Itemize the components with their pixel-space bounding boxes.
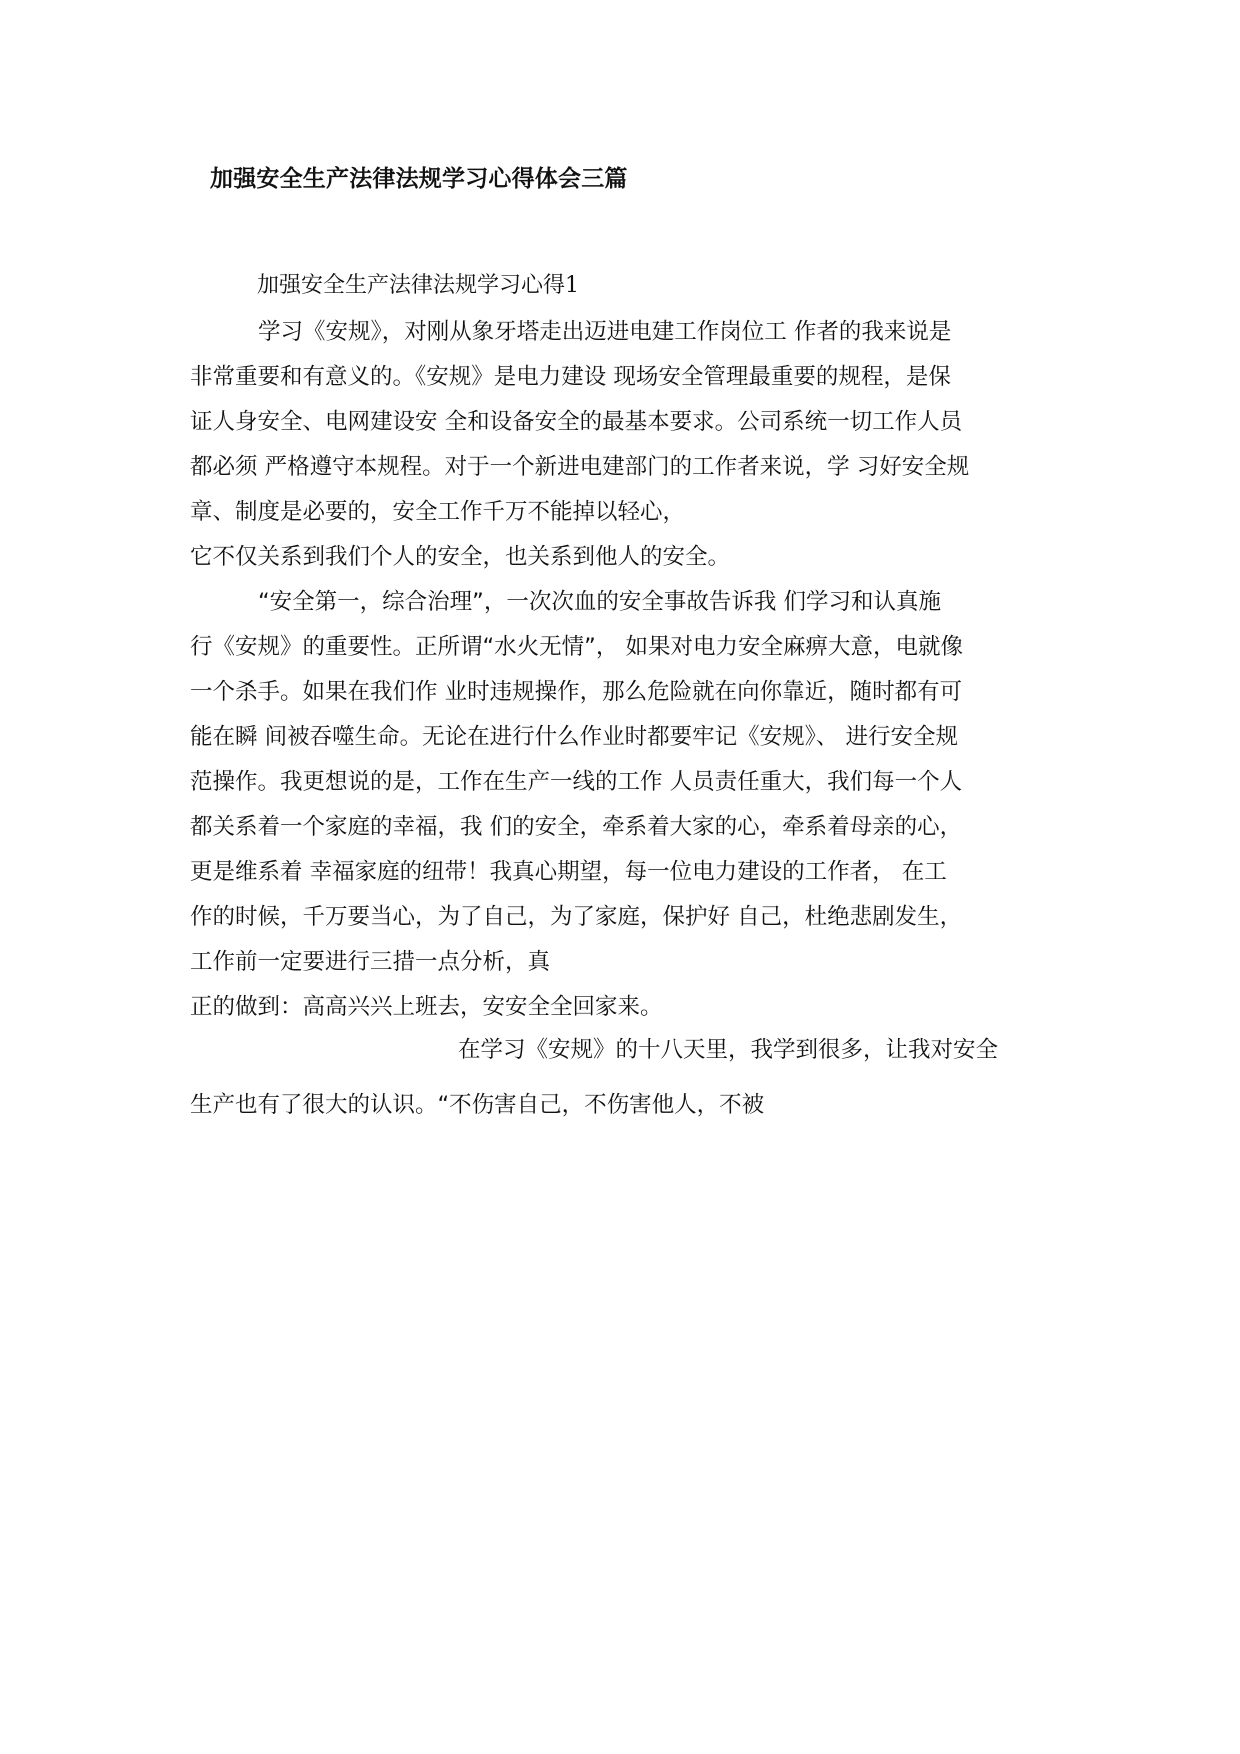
paragraph-2 <box>190 580 1070 1030</box>
paragraph-3 <box>190 1028 1070 1128</box>
paragraph-line: “安全第一，综合治理”，一次次血的安全事故告诉我 们学习和认真施 <box>258 589 941 615</box>
paragraph-line: 更是维系着 幸福家庭的纽带！我真心期望，每一位电力建设的工作者， 在工 <box>190 859 947 885</box>
paragraph-line: 学习《安规》，对刚从象牙塔走出迈进电建工作岗位工 作者的我来说是 <box>258 319 952 345</box>
paragraph-line: 范操作。我更想说的是，工作在生产一线的工作 人员责任重大，我们每一个人 <box>190 769 963 795</box>
paragraph-line: 在学习《安规》的十八天里，我学到很多，让我对安全 <box>458 1037 999 1063</box>
paragraph-1 <box>190 310 1070 580</box>
paragraph-line: 章、制度是必要的，安全工作千万不能掉以轻心， <box>190 499 686 525</box>
paragraph-line: 都关系着一个家庭的幸福，我 们的安全，牵系着大家的心，牵系着母亲的心， <box>190 814 963 840</box>
paragraph-line: 工作前一定要进行三措一点分析，真 <box>190 949 551 975</box>
paragraph-line: 作的时候，千万要当心，为了自己，为了家庭，保护好 自己，杜绝悲剧发生， <box>190 904 963 930</box>
paragraph-line: 都必须 严格遵守本规程。对于一个新进电建部门的工作者来说，学 习好安全规 <box>190 454 970 480</box>
document-subtitle: 加强安全生产法律法规学习心得1 <box>257 273 579 298</box>
paragraph-line: 生产也有了很大的认识。“不伤害自己，不伤害他人，不被 <box>190 1092 765 1118</box>
paragraph-line: 一个杀手。如果在我们作 业时违规操作，那么危险就在向你靠近，随时都有可 <box>190 679 963 705</box>
document-title: 加强安全生产法律法规学习心得体会三篇 <box>210 166 628 192</box>
paragraph-line: 非常重要和有意义的。《安规》是电力建设 现场安全管理最重要的规程，是保 <box>190 364 951 390</box>
paragraph-line: 证人身安全、电网建设安 全和设备安全的最基本要求。公司系统一切工作人员 <box>190 409 963 435</box>
paragraph-line: 它不仅关系到我们个人的安全，也关系到他人的安全。 <box>190 544 731 570</box>
paragraph-line: 能在瞬 间被吞噬生命。无论在进行什么作业时都要牢记《安规》、 进行安全规 <box>190 724 959 750</box>
paragraph-line: 行《安规》的重要性。正所谓“水火无情”， 如果对电力安全麻痹大意，电就像 <box>190 634 963 660</box>
paragraph-line: 正的做到：高高兴兴上班去，安安全全回家来。 <box>190 994 663 1020</box>
